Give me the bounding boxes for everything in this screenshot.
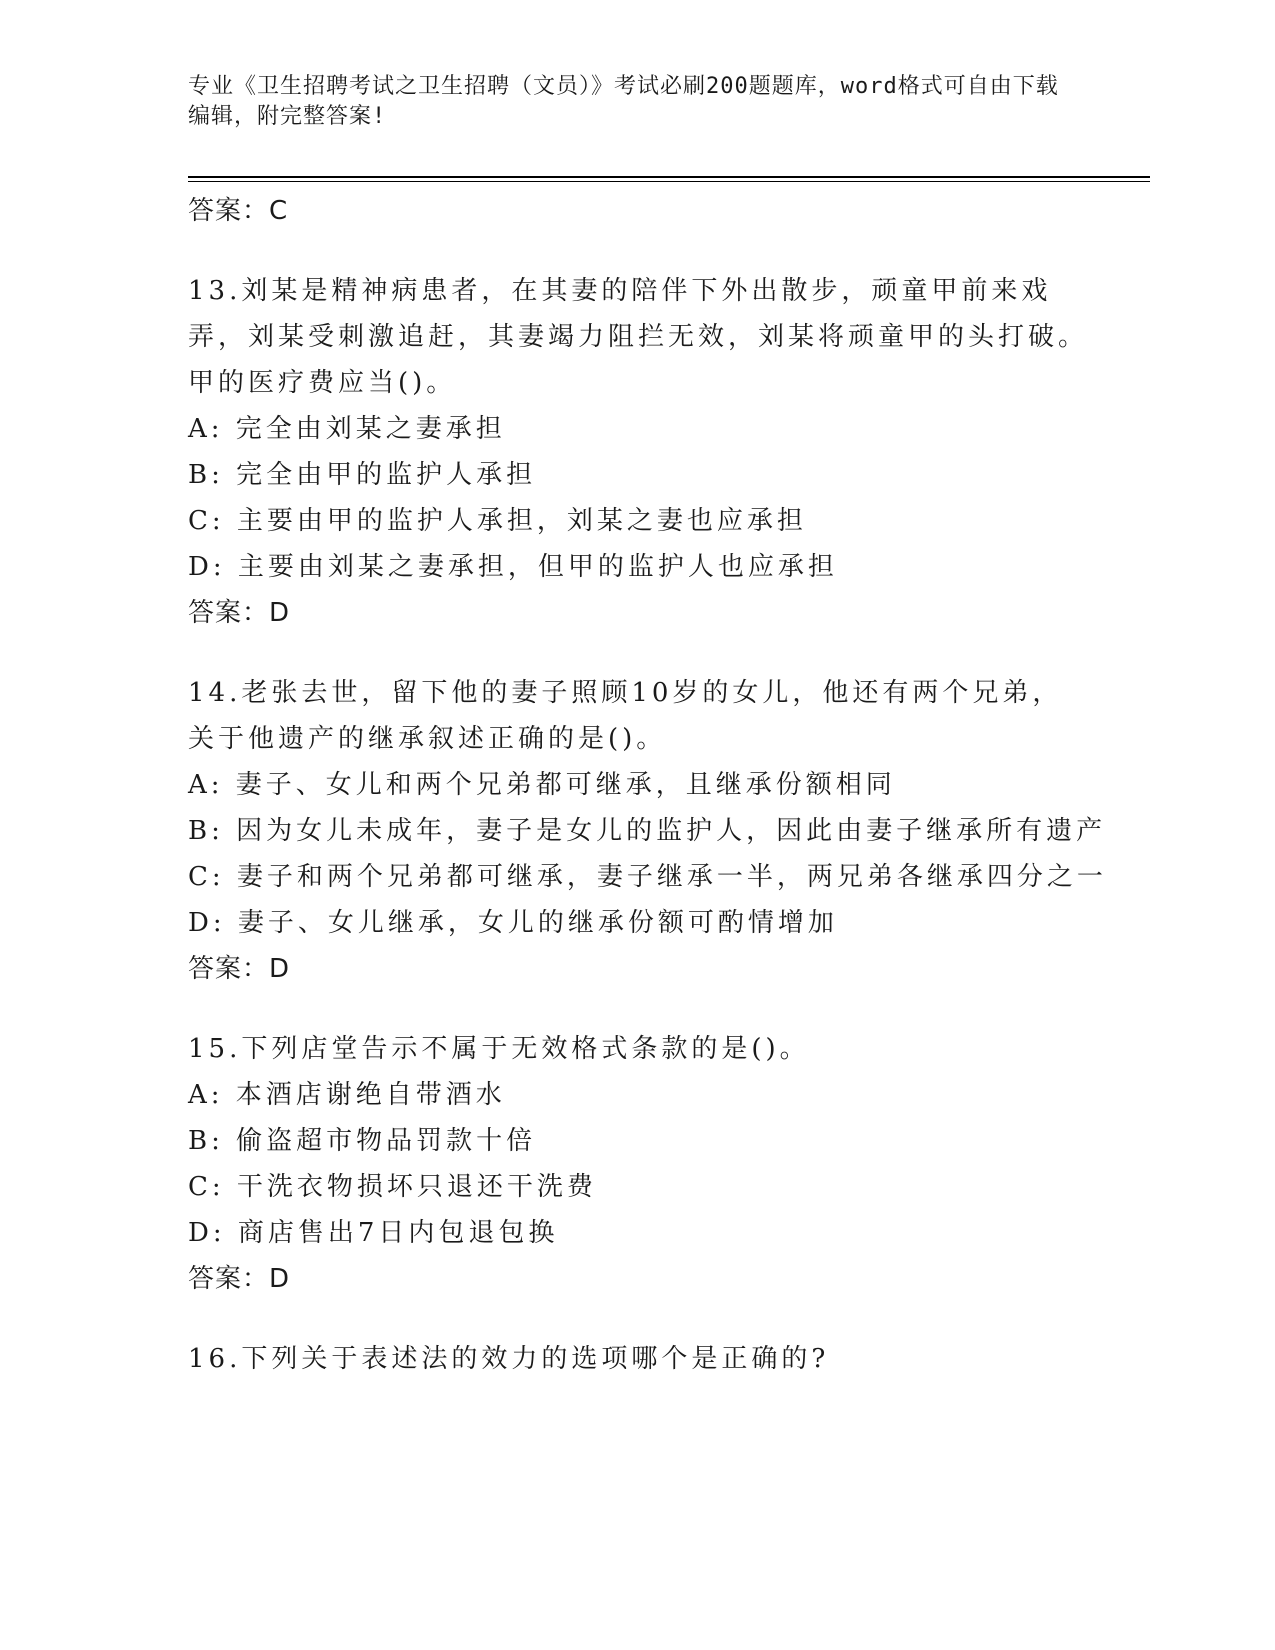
option-d: D: 妻子、女儿继承，女儿的继承份额可酌情增加 xyxy=(188,908,838,938)
header-rule-thin xyxy=(188,181,1150,182)
option-a: A: 妻子、女儿和两个兄弟都可继承，且继承份额相同 xyxy=(188,770,896,800)
question-stem: 14.老张去世，留下他的妻子照顾10岁的女儿，他还有两个兄弟，关于他遗产的继承叙述正确的是()。 xyxy=(188,678,1063,754)
answer-line: 答案：D xyxy=(188,598,291,628)
answer-line: 答案：D xyxy=(188,1264,291,1294)
question-stem: 16.下列关于表述法的效力的选项哪个是正确的? xyxy=(188,1344,830,1374)
option-c: C: 干洗衣物损坏只退还干洗费 xyxy=(188,1172,597,1202)
header-rule-thick xyxy=(188,176,1150,178)
option-a: A: 本酒店谢绝自带酒水 xyxy=(188,1080,506,1110)
option-a: A: 完全由刘某之妻承担 xyxy=(188,414,506,444)
question-stem: 13.刘某是精神病患者，在其妻的陪伴下外出散步，顽童甲前来戏弄，刘某受刺激追赶，其妻竭力阻拦无效，刘某将顽童甲的头打破。甲的医疗费应当()。 xyxy=(188,276,1089,398)
answer-line: 答案：D xyxy=(188,954,291,984)
question-14 xyxy=(188,670,1107,992)
question-13 xyxy=(188,268,1088,636)
option-b: B: 完全由甲的监护人承担 xyxy=(188,460,537,490)
option-d: D: 商店售出7日内包退包换 xyxy=(188,1218,559,1248)
document-header: 专业《卫生招聘考试之卫生招聘（文员）》考试必刷200题题库，word格式可自由下载编辑，附完整答案! xyxy=(188,74,1059,129)
question-list xyxy=(188,188,1107,1382)
question-stem: 15.下列店堂告示不属于无效格式条款的是()。 xyxy=(188,1034,810,1064)
question-16 xyxy=(188,1336,1088,1382)
question-15 xyxy=(188,1026,1088,1302)
option-d: D: 主要由刘某之妻承担，但甲的监护人也应承担 xyxy=(188,552,838,582)
option-c: C: 主要由甲的监护人承担，刘某之妻也应承担 xyxy=(188,506,807,536)
answer-line: 答案：C xyxy=(188,196,289,226)
option-b: B: 因为女儿未成年，妻子是女儿的监护人，因此由妻子继承所有遗产 xyxy=(188,816,1107,846)
option-b: B: 偷盗超市物品罚款十倍 xyxy=(188,1126,537,1156)
option-c: C: 妻子和两个兄弟都可继承，妻子继承一半，两兄弟各继承四分之一 xyxy=(188,862,1107,892)
